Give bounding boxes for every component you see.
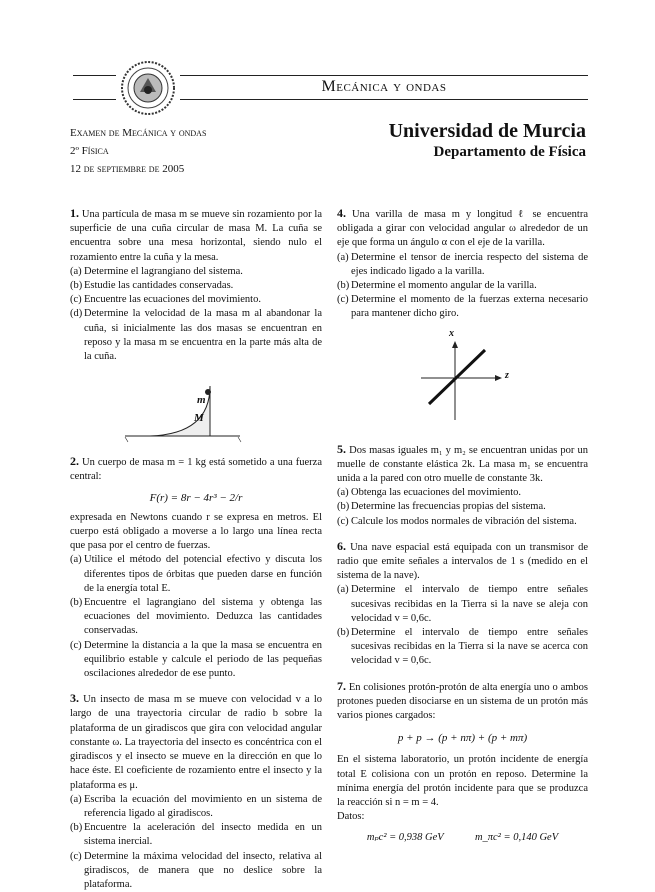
problem-number: 7. bbox=[337, 678, 346, 693]
problem-number: 4. bbox=[337, 206, 346, 220]
list-item: (d) Determine la velocidad de la masa m al abandonar la cuña, si inicialmente las dos masas se encuentran en reposo y la masa m se encuentra en la parte más alta de la cuña. bbox=[70, 308, 322, 363]
problem-number: 6. bbox=[337, 538, 346, 553]
university-seal bbox=[120, 60, 176, 116]
x-axis-label: x bbox=[449, 327, 454, 339]
problem-7 bbox=[337, 679, 588, 845]
list-item: (c) Determine la distancia a la que la masa se encuentra en equilibrio estable y calcule el periodo de las pequeñas oscilaciones alrededor de ese punto. bbox=[70, 639, 322, 680]
pion-mass-value: m_πc² = 0,140 GeV bbox=[474, 831, 559, 843]
problem-text-after: En el sistema laboratorio, un protón incidente de energía total E colisiona con un protón en reposo. Determine la mínima energía del protón incidente para que se produzca la reacción si n = m = 4. bbox=[337, 754, 588, 809]
wedge-figure bbox=[70, 372, 322, 444]
problem-text: Dos masas iguales m₁ y m₂ se encuentran unidas por un muelle de constante elástica 2k. La masa m₁ se encuentra unida a la pared con otro muelle de constante 3k. bbox=[337, 444, 589, 485]
problem-5 bbox=[337, 442, 588, 529]
problem-3 bbox=[70, 691, 322, 892]
problem-text-after: expresada en Newtons cuando r se expresa en metros. El cuerpo está obligado a moverse a lo largo una línea recta que pasa por el centro de fuerzas. bbox=[70, 511, 322, 552]
list-item: (a) Determine el intervalo de tiempo entre señales sucesivas recibidas en la Tierra si la nave se aleja con velocidad v = 0,6c. bbox=[337, 584, 588, 624]
big-mass-label: M bbox=[194, 412, 204, 425]
column-right bbox=[337, 206, 588, 845]
list-item: (c) Determine el momento de la fuerzas externa necesario para mantener dicho giro. bbox=[337, 294, 588, 320]
exam-line: Examen de Mecánica y ondas bbox=[70, 127, 207, 139]
university-name: Universidad de Murcia bbox=[388, 120, 586, 142]
small-mass-label: m bbox=[197, 394, 206, 407]
problem-text: Un insecto de masa m se mueve con velocidad v a lo largo de una trayectoria circular de radio b sobre la plataforma de un giradiscos que gira con velocidad angular constante ω. La trayectoria del insecto es concéntrica con el giradiscos y el insecto se mueve en la dirección en que lo hace éste. El coeficiente de rozamiento entre el insecto y la plataforma es μ. bbox=[70, 694, 323, 791]
list-item: (a) Determine el tensor de inercia respecto del sistema de ejes indicado ligado a la varilla. bbox=[337, 251, 588, 277]
problem-text: Una nave espacial está equipada con un transmisor de radio que emite señales a intervalos de 1 s (medido en el sistema de la nave). bbox=[337, 541, 589, 582]
data-label: Datos: bbox=[337, 811, 365, 823]
problem-number: 3. bbox=[70, 691, 79, 706]
list-item: (b) Encuentre la aceleración del insecto medida en un sistema inercial. bbox=[70, 822, 322, 848]
problem-1 bbox=[70, 206, 322, 364]
list-item: (a) Determine el lagrangiano del sistema. bbox=[70, 265, 243, 277]
data-values bbox=[337, 831, 588, 845]
rod-figure bbox=[337, 327, 588, 428]
exam-date: 12 de septiembre de 2005 bbox=[70, 163, 185, 175]
reaction-equation: p + p → (p + nπ) + (p + mπ) bbox=[397, 732, 528, 745]
list-item: (a) Escriba la ecuación del movimiento en un sistema de referencia ligado al giradiscos. bbox=[70, 793, 322, 819]
list-item: (b) Determine el intervalo de tiempo entre señales sucesivas recibidas en la Tierra si la nave se acerca con velocidad v = 0,6c. bbox=[337, 627, 588, 667]
problem-text: En colisiones protón-protón de alta energía uno o ambos protones pueden disociarse en un sistema de un protón más varios piones cargados: bbox=[337, 681, 589, 722]
list-item: (b) Determine el momento angular de la varilla. bbox=[337, 280, 537, 292]
list-item: (a) Utilice el método del potencial efectivo y discuta los diferentes tipos de órbitas que pueden darse en función de la energía total E. bbox=[70, 554, 322, 594]
header-rule-top bbox=[73, 75, 116, 76]
header-rule-top bbox=[180, 75, 588, 76]
problem-text: Un cuerpo de masa m = 1 kg está sometido a una fuerza central: bbox=[70, 457, 322, 483]
list-item: (c) Calcule los modos normales de vibración del sistema. bbox=[337, 515, 577, 527]
problem-number: 1. bbox=[70, 206, 79, 220]
problem-6 bbox=[337, 539, 588, 669]
list-item: (a) Obtenga las ecuaciones del movimiento. bbox=[337, 487, 521, 499]
list-item: (b) Estudie las cantidades conservadas. bbox=[70, 280, 234, 292]
force-equation: F(r) = 8r − 4r³ − 2/r bbox=[149, 491, 243, 504]
list-item: (c) Encuentre las ecuaciones del movimiento. bbox=[70, 294, 261, 306]
problem-text: Una varilla de masa m y longitud ℓ se encuentra obligada a girar con velocidad angular ω alrededor de un eje que forma un ángulo α con el eje de la varilla. bbox=[337, 209, 588, 249]
column-left bbox=[70, 206, 322, 892]
z-axis-label: z bbox=[505, 369, 509, 381]
header-rule-bottom bbox=[73, 99, 116, 100]
program: 2º Física bbox=[70, 145, 109, 157]
list-item: (b) Encuentre el lagrangiano del sistema y obtenga las ecuaciones del movimiento. Deduzca las cantidades conservadas. bbox=[70, 597, 322, 637]
department-name: Departamento de Física bbox=[433, 144, 586, 160]
list-item: (c) Determine la máxima velocidad del insecto, relativa al giradiscos, de manera que no deslice sobre la plataforma. bbox=[70, 850, 322, 890]
problem-2 bbox=[70, 454, 322, 681]
problem-number: 5. bbox=[337, 441, 346, 456]
list-item: (b) Determine las frecuencias propias del sistema. bbox=[337, 501, 546, 513]
problem-number: 2. bbox=[70, 454, 79, 469]
problem-text: Una partícula de masa m se mueve sin rozamiento por la superficie de una cuña circular de masa M. La cuña se encuentra sobre una mesa horizontal, siendo nulo el rozamiento entre la cuña y la mesa. bbox=[70, 209, 323, 263]
course-title: Mecánica y ondas bbox=[321, 78, 447, 95]
proton-mass-value: mₚc² = 0,938 GeV bbox=[366, 831, 444, 843]
header-rule-bottom bbox=[180, 99, 588, 100]
problem-4 bbox=[337, 206, 588, 322]
